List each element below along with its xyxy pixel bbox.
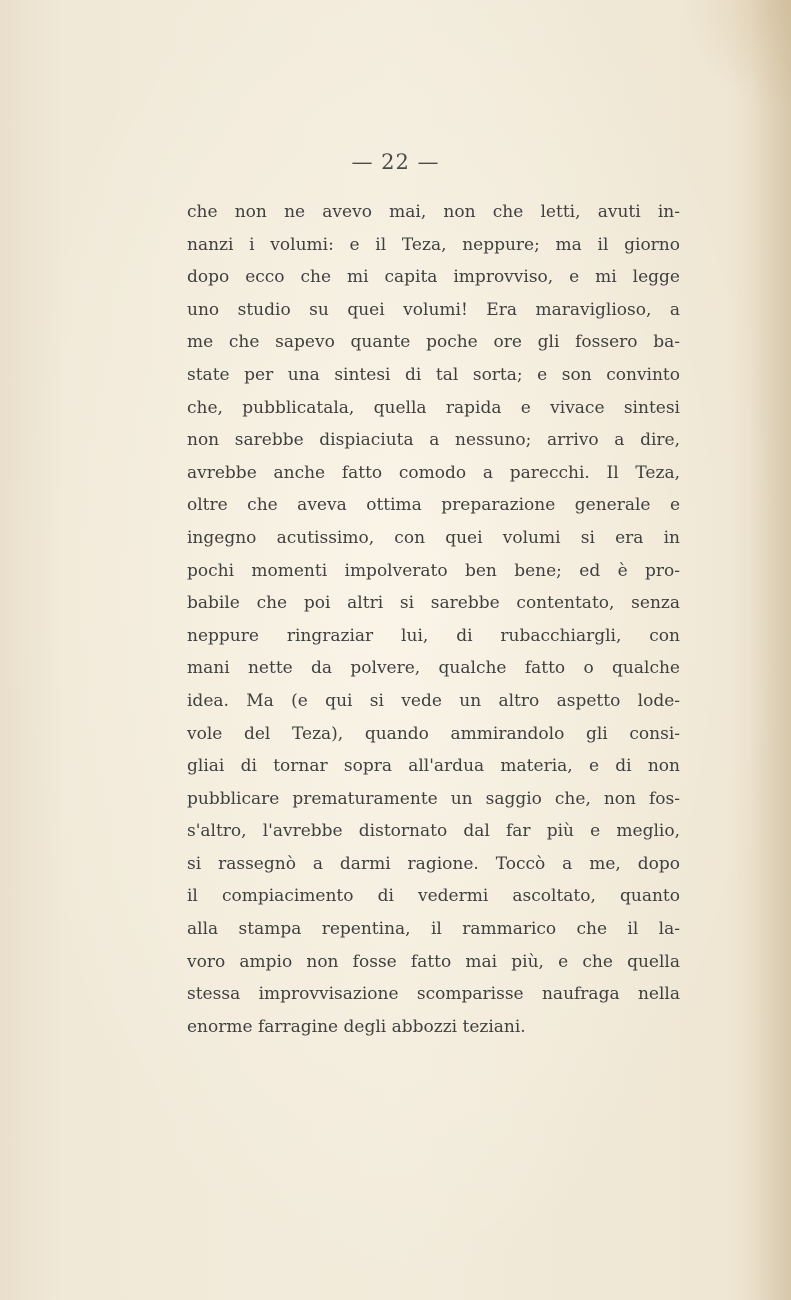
text-line: alla stampa repentina, il rammarico che il la- [187, 919, 680, 940]
text-line: ingegno acutissimo, con quei volumi si era in [187, 527, 680, 548]
text-line: vole del Teza), quando ammirandolo gli consi- [187, 723, 680, 744]
text-line: state per una sintesi di tal sorta; e son convinto [187, 364, 680, 385]
text-line: nanzi i volumi: e il Teza, neppure; ma il giorno [187, 234, 680, 255]
text-line: che non ne avevo mai, non che letti, avuti in- [187, 202, 680, 222]
text-line: oltre che aveva ottima preparazione generale e [187, 495, 680, 516]
text-line: uno studio su quei volumi! Era maraviglioso, a [187, 299, 680, 320]
text-line: voro ampio non fosse fatto mai più, e che quella [187, 951, 680, 972]
text-line: non sarebbe dispiaciuta a nessuno; arrivo a dire, [187, 430, 680, 451]
text-line: gliai di tornar sopra all'ardua materia, e di non [187, 756, 680, 777]
text-line: il compiacimento di vedermi ascoltato, quanto [187, 886, 680, 907]
text-line: dopo ecco che mi capita improvviso, e mi legge [187, 267, 680, 288]
text-line: pochi momenti impolverato ben bene; ed è pro- [187, 560, 680, 581]
text-line: mani nette da polvere, qualche fatto o qualche [187, 658, 680, 679]
text-line: stessa improvvisazione scomparisse naufraga nella [187, 984, 680, 1005]
text-line: s'altro, l'avrebbe distornato dal far più e meglio, [187, 821, 680, 842]
text-line: neppure ringraziar lui, di rubacchiargli, con [187, 625, 680, 646]
text-line: che, pubblicatala, quella rapida e vivace sintesi [187, 397, 680, 418]
text-line: idea. Ma (e qui si vede un altro aspetto lode- [187, 690, 680, 711]
page-number: — 22 — [351, 150, 440, 174]
text-line-last: enorme farragine degli abbozzi teziani. [187, 1016, 526, 1037]
corner-stain [681, 0, 791, 110]
page-edge-shadow [751, 0, 791, 1300]
text-line: avrebbe anche fatto comodo a parecchi. Il Teza, [187, 462, 680, 483]
body-text [187, 196, 680, 1043]
text-line: me che sapevo quante poche ore gli fossero ba- [187, 332, 680, 353]
text-line: babile che poi altri si sarebbe contentato, senza [187, 593, 680, 614]
text-line: pubblicare prematuramente un saggio che, non fos- [187, 788, 680, 809]
text-line: si rassegnò a darmi ragione. Toccò a me, dopo [187, 853, 680, 874]
